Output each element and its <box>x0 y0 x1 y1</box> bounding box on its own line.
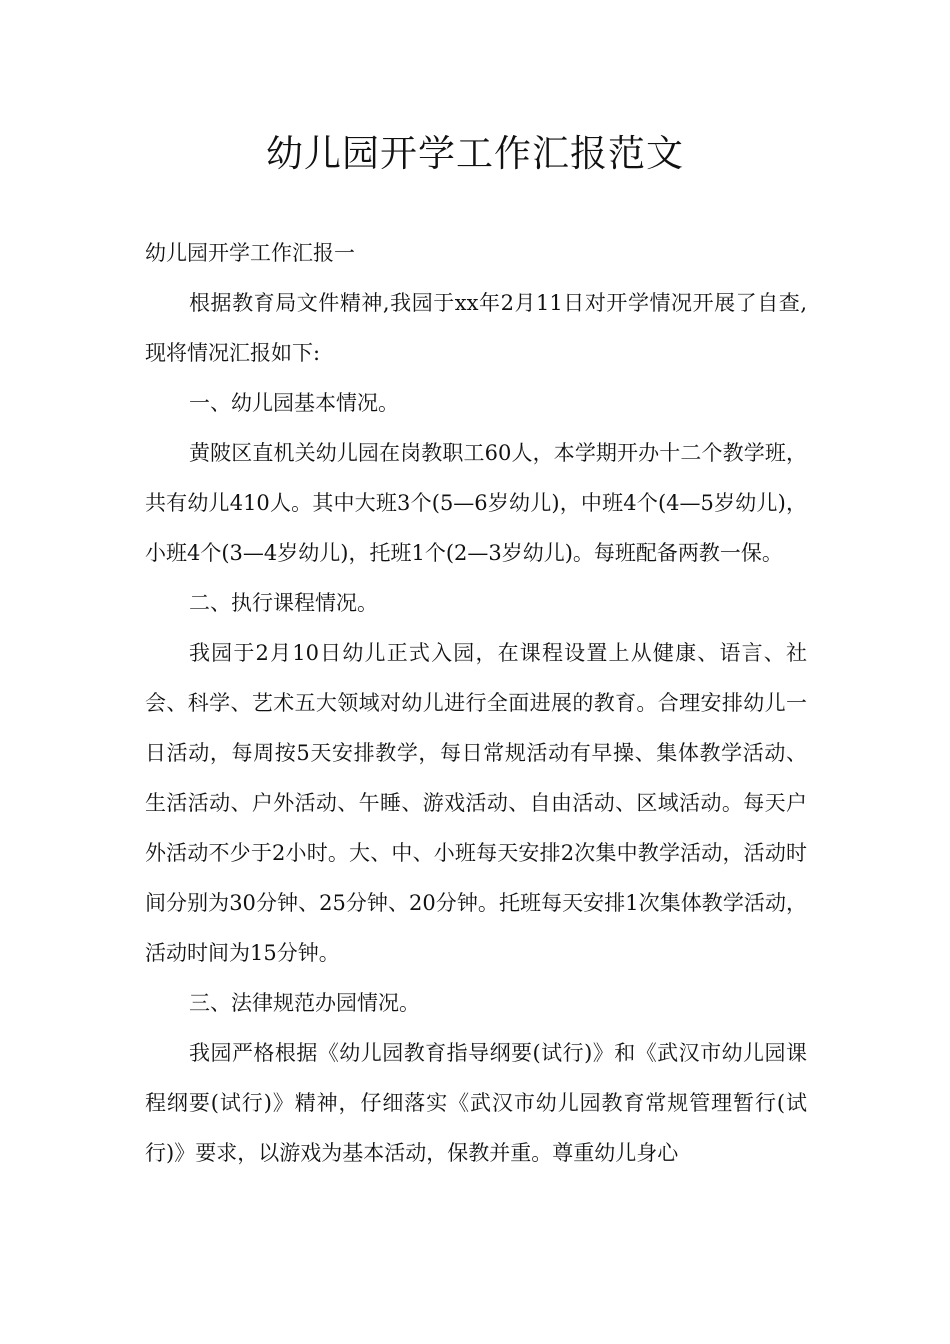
document-body <box>145 228 807 1178</box>
intro-paragraph: 根据教育局文件精神,我园于xx年2月11日对开学情况开展了自查,现将情况汇报如下: <box>145 291 807 365</box>
section-heading-3: 三、法律规范办园情况。 <box>189 991 420 1015</box>
section-paragraph-1: 黄陂区直机关幼儿园在岗教职工60人，本学期开办十二个教学班，共有幼儿410人。其中大班3个(5—6岁幼儿)，中班4个(4—5岁幼儿)，小班4个(3—4岁幼儿)，托班1个(2—3岁幼儿)。每班配备两教一保。 <box>145 441 807 565</box>
section-paragraph-3: 我园严格根据《幼儿园教育指导纲要(试行)》和《武汉市幼儿园课程纲要(试行)》精神，仔细落实《武汉市幼儿园教育常规管理暂行(试行)》要求，以游戏为基本活动，保教并重。尊重幼儿身心 <box>145 1041 807 1165</box>
section-paragraph-2: 我园于2月10日幼儿正式入园，在课程设置上从健康、语言、社会、科学、艺术五大领域对幼儿进行全面进展的教育。合理安排幼儿一日活动，每周按5天安排教学，每日常规活动有早操、集体教学活动、生活活动、户外活动、午睡、游戏活动、自由活动、区域活动。每天户外活动不少于2小时。大、中、小班每天安排2次集中教学活动，活动时间分别为30分钟、25分钟、20分钟。托班每天安排1次集体教学活动，活动时间为15分钟。 <box>145 641 807 965</box>
section-subtitle: 幼儿园开学工作汇报一 <box>145 241 355 265</box>
document-title: 幼儿园开学工作汇报范文 <box>266 132 684 175</box>
section-heading-1: 一、幼儿园基本情况。 <box>189 391 399 415</box>
section-heading-2: 二、执行课程情况。 <box>189 591 378 615</box>
